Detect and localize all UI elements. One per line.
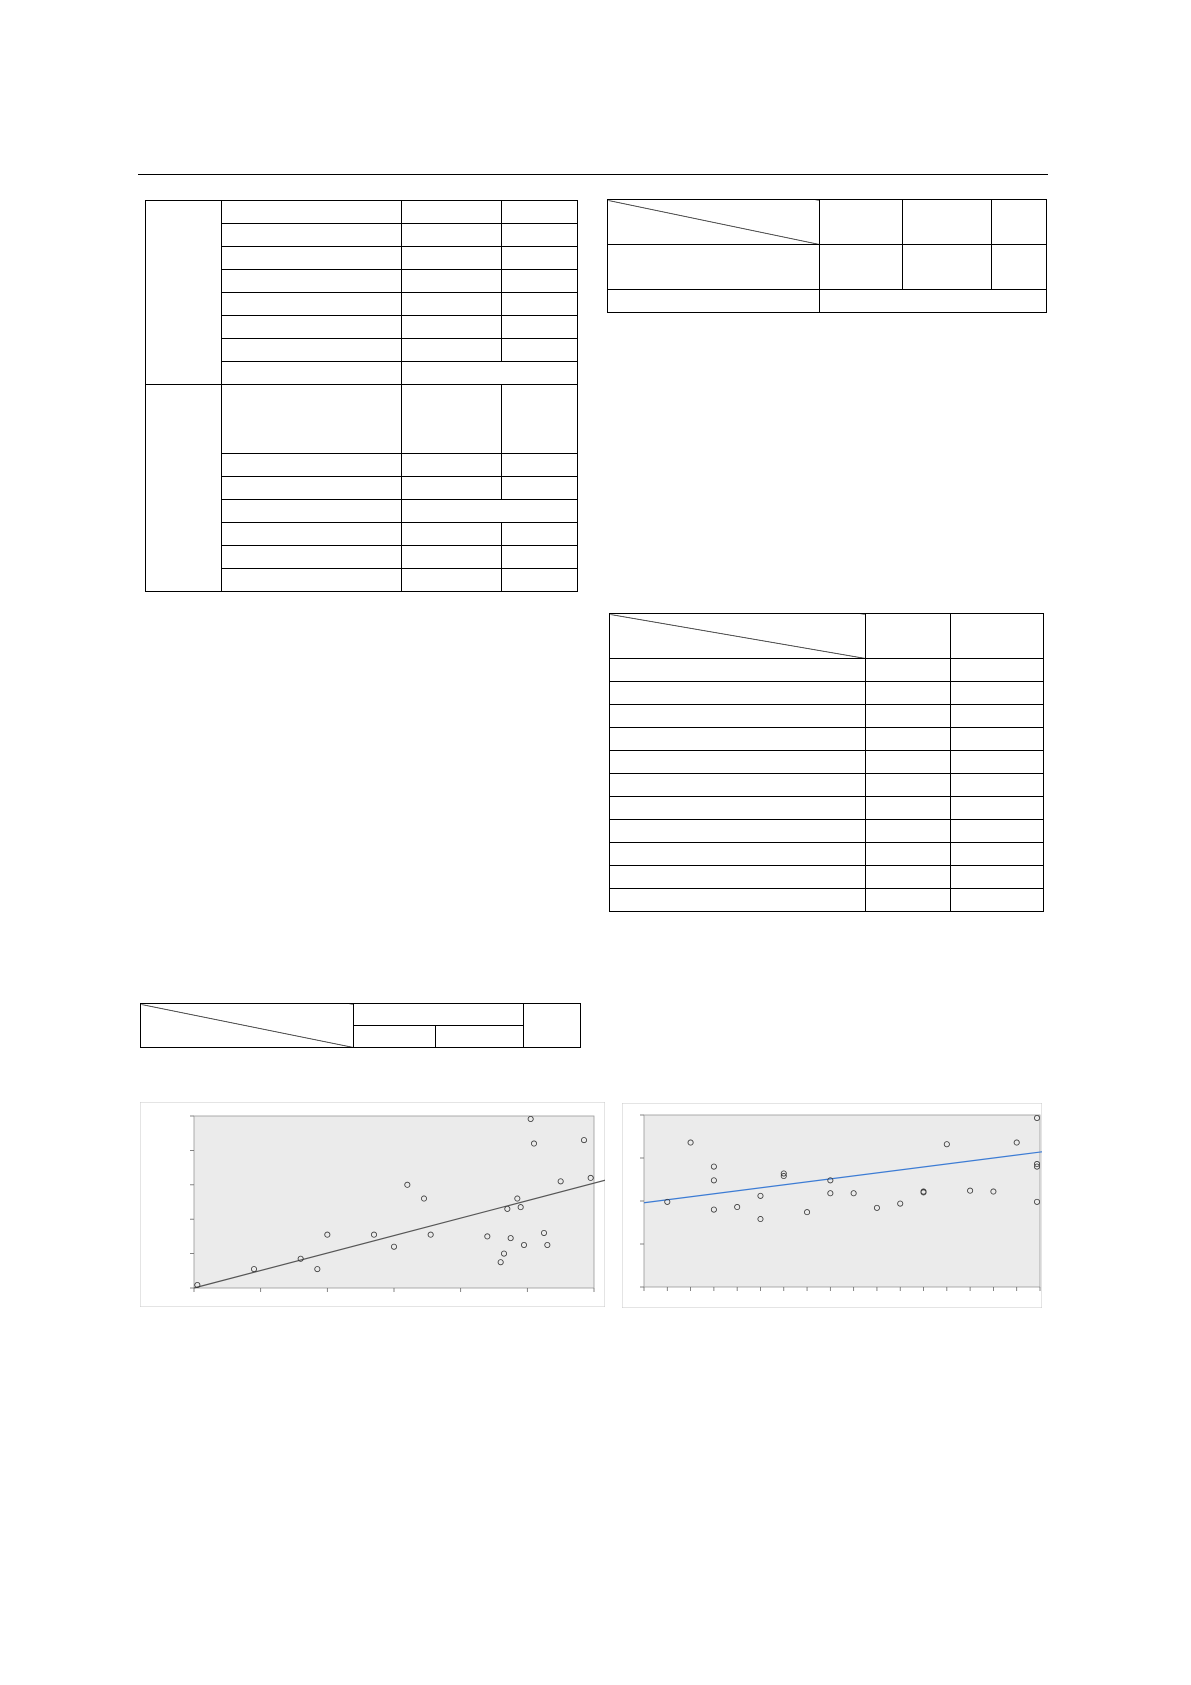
table-4 bbox=[140, 1003, 581, 1048]
group-cell bbox=[146, 201, 222, 385]
header-rule bbox=[138, 174, 1048, 175]
table-row bbox=[146, 201, 578, 224]
scatter-chart-2-svg bbox=[622, 1103, 1042, 1308]
table-row bbox=[610, 866, 1044, 889]
diagonal-header-cell bbox=[608, 200, 820, 245]
table-row bbox=[610, 659, 1044, 682]
table-row bbox=[610, 797, 1044, 820]
diagonal-header-cell bbox=[610, 614, 866, 659]
plot-area bbox=[644, 1115, 1040, 1287]
table-row bbox=[610, 751, 1044, 774]
scatter-chart-2 bbox=[622, 1103, 1042, 1308]
table-row bbox=[610, 843, 1044, 866]
table-row bbox=[610, 889, 1044, 912]
table-header-row bbox=[141, 1004, 581, 1026]
table-row bbox=[610, 820, 1044, 843]
table-row bbox=[608, 290, 1047, 313]
table-row bbox=[146, 385, 578, 454]
table-1 bbox=[145, 200, 578, 592]
table-2 bbox=[607, 199, 1047, 313]
table-3 bbox=[609, 613, 1044, 912]
table-row bbox=[608, 245, 1047, 290]
scatter-chart-1 bbox=[140, 1102, 605, 1307]
table-row bbox=[610, 682, 1044, 705]
table-row bbox=[610, 774, 1044, 797]
table-header-row bbox=[608, 200, 1047, 245]
scatter-chart-1-svg bbox=[140, 1102, 605, 1307]
plot-area bbox=[194, 1116, 594, 1288]
group-cell bbox=[146, 385, 222, 592]
table-row bbox=[610, 705, 1044, 728]
table-row bbox=[610, 728, 1044, 751]
diagonal-header-cell bbox=[141, 1004, 354, 1048]
table-header-row bbox=[610, 614, 1044, 659]
